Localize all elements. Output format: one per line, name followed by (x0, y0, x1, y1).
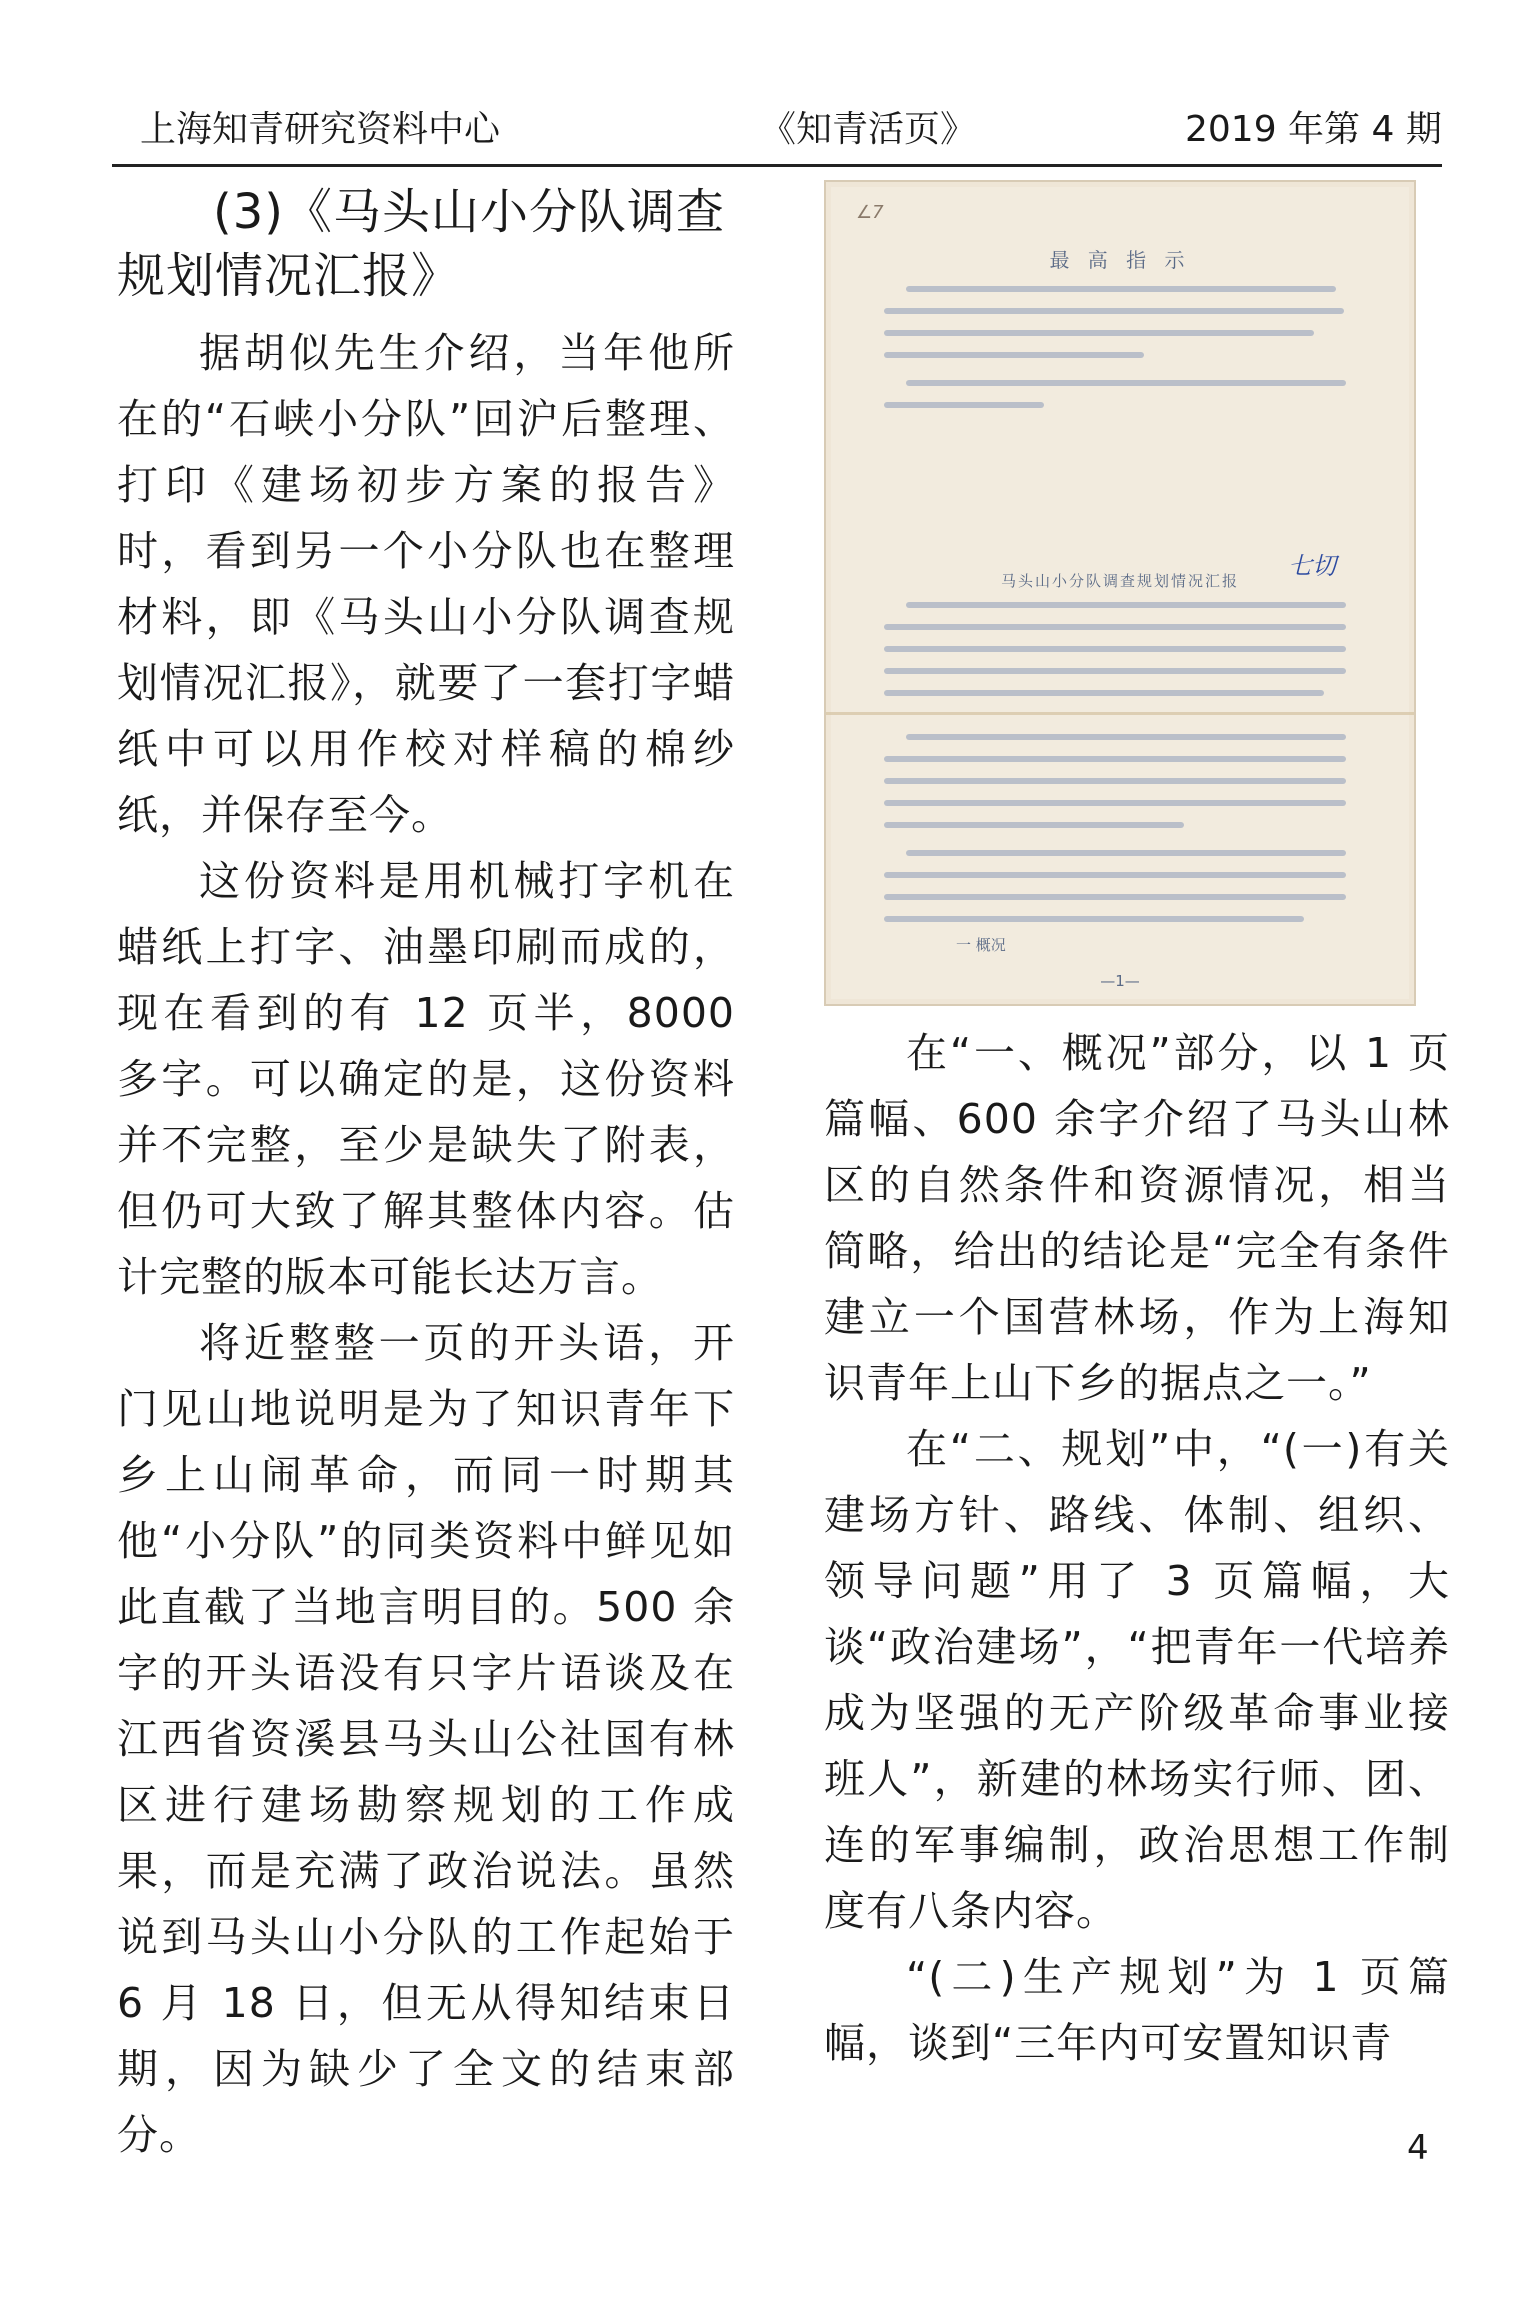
typed-line (906, 286, 1336, 292)
typed-line (884, 308, 1344, 314)
typed-line (884, 756, 1346, 762)
typed-line (884, 646, 1346, 652)
typed-line (884, 894, 1346, 900)
typed-line (906, 850, 1346, 856)
typed-line (884, 822, 1184, 828)
typed-line (906, 734, 1346, 740)
header-rule (112, 164, 1442, 167)
doc-section-label: 一 概况 (956, 936, 1006, 954)
doc-subtitle: 马头山小分队调查规划情况汇报 (1000, 572, 1239, 590)
typed-line (884, 330, 1314, 336)
typed-line (884, 668, 1346, 674)
corner-mark: ∠7 (856, 202, 884, 223)
typed-line (906, 602, 1346, 608)
page-number: 4 (1407, 2128, 1429, 2168)
typed-line (884, 402, 1044, 408)
typed-line (884, 690, 1324, 696)
typed-line (884, 624, 1346, 630)
header-publication: 《知青活页》 (760, 109, 977, 150)
typed-line (884, 778, 1346, 784)
typed-line (906, 380, 1346, 386)
paragraph: 这份资料是用机械打字机在蜡纸上打字、油墨印刷而成的，现在看到的有 12 页半，8000 多字。可以确定的是，这份资料并不完整，至少是缺失了附表，但仍可大致了解其整体内容。估计完整的版本可能长达万言。 (117, 857, 735, 1301)
paragraph: 在“二、规划”中，“(一)有关建场方针、路线、体制、组织、领导问题”用了 3 页篇幅，大谈“政治建场”，“把青年一代培养成为坚强的无产阶级革命事业接班人”，新建的林场实行师、团、连的军事编制，政治思想工作制度有八条内容。 (824, 1425, 1450, 1935)
typed-line (884, 352, 1144, 358)
left-column (117, 180, 735, 2168)
handwritten-signature: 七切 (1288, 552, 1336, 580)
typed-line (884, 916, 1304, 922)
typed-line (884, 800, 1346, 806)
paragraph: 据胡似先生介绍，当年他所在的“石峡小分队”回沪后整理、打印《建场初步方案的报告》时，看到另一个小分队也在整理材料，即《马头山小分队调查规划情况汇报》，就要了一套打字蜡纸中可以用作校对样稿的棉纱纸，并保存至今。 (117, 329, 735, 839)
paragraph: “(二)生产规划”为 1 页篇幅，谈到“三年内可安置知识青 (824, 1953, 1450, 2067)
header-issue: 2019 年第 4 期 (1185, 109, 1442, 150)
paragraph: 在“一、概况”部分，以 1 页篇幅、600 余字介绍了马头山林区的自然条件和资源情况，相当简略，给出的结论是“完全有条件建立一个国营林场，作为上海知识青年上山下乡的据点之一。” (824, 1029, 1450, 1407)
right-column (824, 1020, 1450, 2076)
paper-crease (826, 712, 1414, 715)
header-org: 上海知青研究资料中心 (140, 109, 501, 150)
paragraph: 将近整整一页的开头语，开门见山地说明是为了知识青年下乡上山闹革命，而同一时期其他“小分队”的同类资料中鲜见如此直截了当地言明目的。500 余字的开头语没有只字片语谈及在江西省资溪县马头山公社国有林区进行建场勘察规划的工作成果，而是充满了政治说法。虽然说到马头山小分队的工作起始于 6 月 18 日，但无从得知结束日期，因为缺少了全文的结束部分。 (117, 1319, 735, 2159)
archival-document-photo (824, 180, 1416, 1006)
typed-line (884, 872, 1346, 878)
doc-page-marker: —1— (1100, 972, 1140, 990)
doc-title: 最 高 指 示 (1049, 248, 1191, 272)
article-heading: (3)《马头山小分队调查规划情况汇报》 (117, 184, 725, 304)
